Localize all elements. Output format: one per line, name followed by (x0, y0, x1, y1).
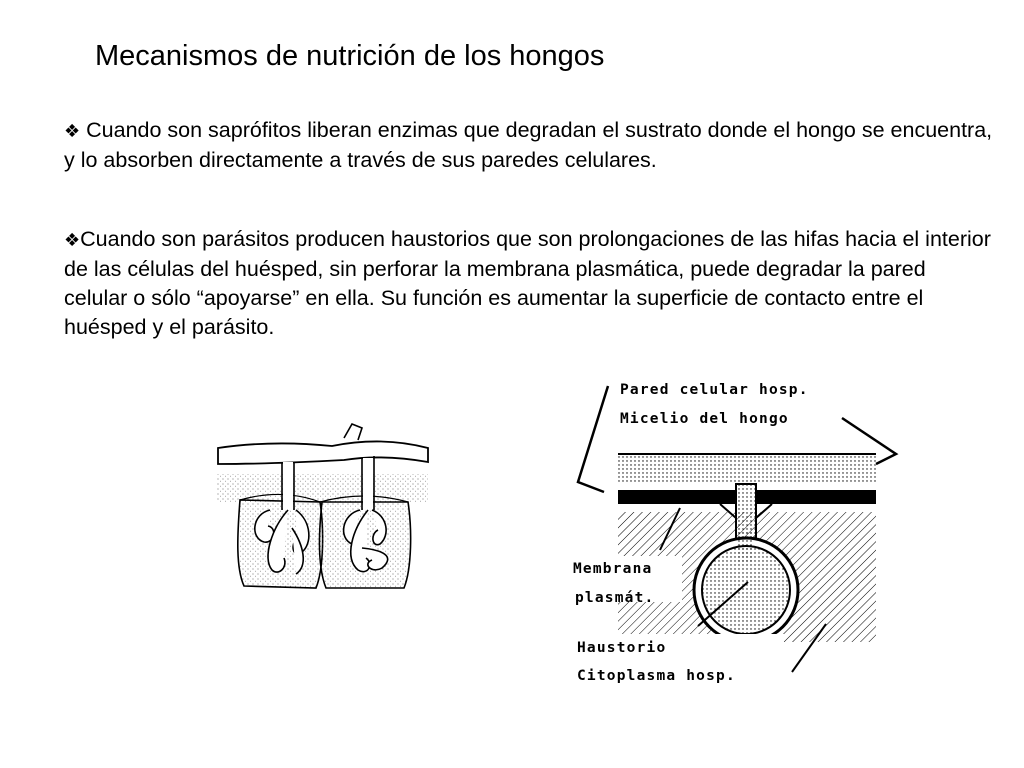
diamond-bullet-icon: ❖ (64, 230, 81, 250)
label-plasmat: plasmát. (575, 590, 655, 606)
haustorium-diagram (570, 372, 905, 692)
label-citoplasma: Citoplasma hosp. (577, 668, 736, 684)
label-pared-celular: Pared celular hosp. (620, 382, 809, 398)
label-membrana: Membrana (573, 561, 653, 577)
label-micelio: Micelio del hongo (620, 411, 789, 427)
paragraph-saprophytes (64, 116, 994, 175)
diamond-bullet-icon: ❖ (64, 121, 81, 141)
haustoria-cells-illustration (212, 418, 434, 596)
paragraph-parasites (64, 225, 994, 342)
paragraph-text: Cuando son saprófitos liberan enzimas que degradan el sustrato donde el hongo se encuentra, y lo absorben directamente a través de sus paredes celulares. (64, 118, 993, 172)
label-haustorio: Haustorio (577, 640, 667, 656)
paragraph-text: Cuando son parásitos producen haustorios que son prolongaciones de las hifas hacia el interior de las células del huésped, sin perforar la membrana plasmática, puede degradar la pared celular o sólo “apoyarse” en ella. Su función es aumentar la superficie de contacto entre el huésped y el parásito. (64, 227, 991, 339)
slide-title: Mecanismos de nutrición de los hongos (95, 40, 605, 72)
